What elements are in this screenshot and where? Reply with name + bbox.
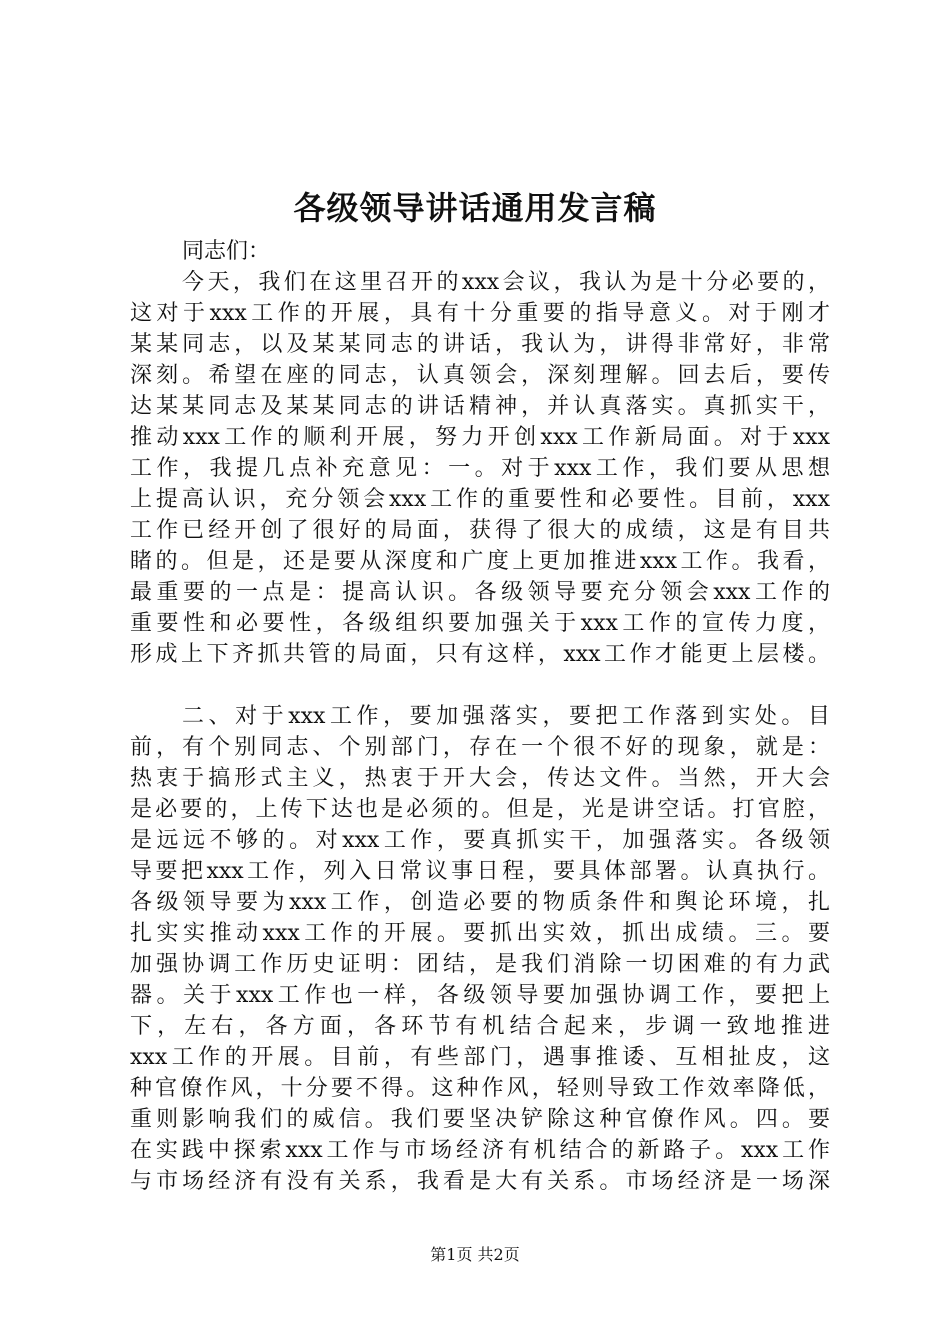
paragraph-line: 加强协调工作历史证明：团结，是我们消除一切困难的有力武 xyxy=(130,952,830,977)
paragraph-line: 工作，我提几点补充意见：一。对于xxx工作，我们要从思想 xyxy=(130,456,830,481)
paragraph-line: 重则影响我们的威信。我们要坚决铲除这种官僚作风。四。要 xyxy=(130,1107,830,1132)
paragraph-line: 在实践中探索xxx工作与市场经济有机结合的新路子。xxx工作 xyxy=(130,1138,830,1163)
paragraph-line: 下，左右，各方面，各环节有机结合起来，步调一致地推进 xyxy=(130,1014,830,1039)
paragraph-1 xyxy=(130,267,830,670)
paragraph-line: 这对于xxx工作的开展，具有十分重要的指导意义。对于刚才 xyxy=(130,301,830,326)
paragraph-line: 重要性和必要性，各级组织要加强关于xxx工作的宣传力度， xyxy=(130,611,830,636)
page-footer: 第1页 共2页 xyxy=(430,1245,520,1264)
paragraph-line: 最重要的一点是：提高认识。各级领导要充分领会xxx工作的 xyxy=(130,580,830,605)
paragraph-line: 前，有个别同志、个别部门，存在一个很不好的现象，就是： xyxy=(130,735,830,760)
paragraph-line: 是必要的，上传下达也是必须的。但是，光是讲空话。打官腔， xyxy=(130,797,830,822)
paragraph-line: 推动xxx工作的顺利开展，努力开创xxx工作新局面。对于xxx xyxy=(130,425,830,450)
paragraph-line: 上提高认识，充分领会xxx工作的重要性和必要性。目前，xxx xyxy=(130,487,830,512)
paragraph-line: 各级领导要为xxx工作，创造必要的物质条件和舆论环境，扎 xyxy=(130,890,830,915)
paragraph-line: 器。关于xxx工作也一样，各级领导要加强协调工作，要把上 xyxy=(130,983,830,1008)
document-title: 各级领导讲话通用发言稿 xyxy=(293,189,657,227)
paragraph-line: 与市场经济有没有关系，我看是大有关系。市场经济是一场深 xyxy=(130,1169,830,1194)
paragraph-line: 种官僚作风，十分要不得。这种作风，轻则导致工作效率降低， xyxy=(130,1076,830,1101)
salutation: 同志们： xyxy=(182,239,271,264)
paragraph-line: 睹的。但是，还是要从深度和广度上更加推进xxx工作。我看， xyxy=(130,549,830,574)
paragraph-line: 达某某同志及某某同志的讲话精神，并认真落实。真抓实干， xyxy=(130,394,830,419)
paragraph-line: 工作已经开创了很好的局面，获得了很大的成绩，这是有目共 xyxy=(130,518,830,543)
paragraph-spacer xyxy=(130,670,830,701)
paragraph-line: 是远远不够的。对xxx工作，要真抓实干，加强落实。各级领 xyxy=(130,828,830,853)
paragraph-line: 形成上下齐抓共管的局面，只有这样，xxx工作才能更上层楼。 xyxy=(130,642,830,667)
paragraph-line: 今天，我们在这里召开的xxx会议，我认为是十分必要的， xyxy=(182,270,830,295)
paragraph-line: 二、对于xxx工作，要加强落实，要把工作落到实处。目 xyxy=(182,704,830,729)
paragraph-line: 深刻。希望在座的同志，认真领会，深刻理解。回去后，要传 xyxy=(130,363,830,388)
paragraph-line: xxx工作的开展。目前，有些部门，遇事推诿、互相扯皮，这 xyxy=(130,1045,830,1070)
paragraph-line: 某某同志，以及某某同志的讲话，我认为，讲得非常好，非常 xyxy=(130,332,830,357)
paragraph-line: 导要把xxx工作，列入日常议事日程，要具体部署。认真执行。 xyxy=(130,859,830,884)
paragraph-line: 热衷于搞形式主义，热衷于开大会，传达文件。当然，开大会 xyxy=(130,766,830,791)
paragraph-line: 扎实实推动xxx工作的开展。要抓出实效，抓出成绩。三。要 xyxy=(130,921,830,946)
paragraph-2 xyxy=(130,701,830,1197)
document-body xyxy=(130,236,830,1197)
